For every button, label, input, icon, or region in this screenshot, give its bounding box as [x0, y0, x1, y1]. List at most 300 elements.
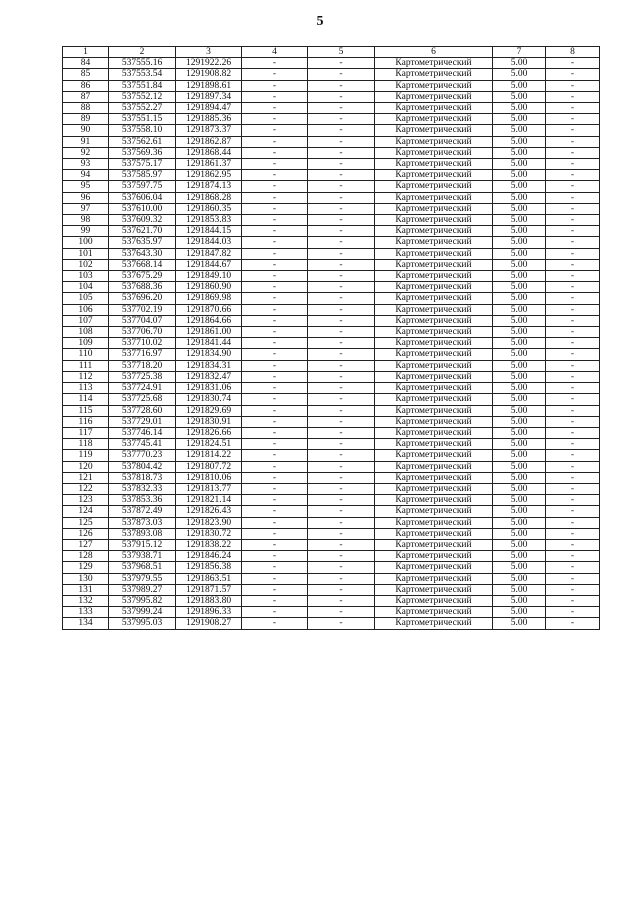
- table-cell: -: [546, 439, 600, 450]
- table-cell: 5.00: [493, 147, 546, 158]
- table-row: [63, 69, 600, 80]
- table-row: [63, 282, 600, 293]
- table-cell: Картометрический: [375, 517, 493, 528]
- table-cell: -: [242, 338, 308, 349]
- table-cell: -: [546, 427, 600, 438]
- table-cell: 1291807.72: [176, 461, 242, 472]
- header-cell: 4: [242, 47, 308, 58]
- table-cell: 5.00: [493, 215, 546, 226]
- table-cell: -: [242, 203, 308, 214]
- table-cell: -: [546, 495, 600, 506]
- table-row: [63, 416, 600, 427]
- table-cell: 131: [63, 584, 109, 595]
- table-cell: 5.00: [493, 573, 546, 584]
- header-cell: 8: [546, 47, 600, 58]
- table-cell: 91: [63, 136, 109, 147]
- table-cell: 537915.12: [109, 539, 176, 550]
- table-cell: 123: [63, 495, 109, 506]
- table-cell: -: [546, 159, 600, 170]
- header-cell: 1: [63, 47, 109, 58]
- table-cell: Картометрический: [375, 114, 493, 125]
- table-cell: -: [242, 506, 308, 517]
- table-cell: 5.00: [493, 170, 546, 181]
- table-row: [63, 539, 600, 550]
- table-cell: 1291861.37: [176, 159, 242, 170]
- table-cell: -: [242, 584, 308, 595]
- table-cell: 1291814.22: [176, 450, 242, 461]
- table-cell: Картометрический: [375, 91, 493, 102]
- table-cell: 1291896.33: [176, 607, 242, 618]
- table-cell: -: [242, 383, 308, 394]
- table-cell: 132: [63, 595, 109, 606]
- table-cell: 1291864.66: [176, 315, 242, 326]
- table-cell: 5.00: [493, 506, 546, 517]
- table-cell: 537745.41: [109, 439, 176, 450]
- table-cell: 1291922.26: [176, 58, 242, 69]
- table-cell: -: [308, 293, 375, 304]
- table-cell: Картометрический: [375, 405, 493, 416]
- table-cell: 130: [63, 573, 109, 584]
- table-cell: 537675.29: [109, 271, 176, 282]
- table-cell: 5.00: [493, 282, 546, 293]
- table-cell: -: [308, 58, 375, 69]
- table-cell: 102: [63, 259, 109, 270]
- table-cell: -: [546, 584, 600, 595]
- table-cell: 111: [63, 360, 109, 371]
- table-cell: -: [308, 394, 375, 405]
- table-cell: -: [308, 192, 375, 203]
- table-cell: -: [242, 80, 308, 91]
- table-row: [63, 562, 600, 573]
- table-cell: -: [242, 103, 308, 114]
- table-cell: -: [308, 170, 375, 181]
- table-cell: 127: [63, 539, 109, 550]
- table-cell: 116: [63, 416, 109, 427]
- table-cell: -: [242, 450, 308, 461]
- table-cell: 119: [63, 450, 109, 461]
- table-cell: 5.00: [493, 69, 546, 80]
- table-cell: Картометрический: [375, 427, 493, 438]
- coordinates-table: [62, 46, 600, 630]
- table-cell: Картометрический: [375, 259, 493, 270]
- table-cell: -: [546, 136, 600, 147]
- table-row: [63, 349, 600, 360]
- table-cell: Картометрический: [375, 338, 493, 349]
- table-cell: 5.00: [493, 304, 546, 315]
- table-cell: -: [546, 125, 600, 136]
- table-cell: -: [242, 248, 308, 259]
- table-row: [63, 304, 600, 315]
- table-cell: -: [242, 607, 308, 618]
- table-cell: -: [546, 416, 600, 427]
- table-cell: -: [308, 439, 375, 450]
- header-cell: 3: [176, 47, 242, 58]
- table-cell: 1291847.82: [176, 248, 242, 259]
- table-cell: 537585.97: [109, 170, 176, 181]
- table-cell: 537621.70: [109, 226, 176, 237]
- table-cell: 5.00: [493, 114, 546, 125]
- table-row: [63, 203, 600, 214]
- table-cell: Картометрический: [375, 371, 493, 382]
- table-cell: 5.00: [493, 80, 546, 91]
- table-cell: 537551.15: [109, 114, 176, 125]
- table-cell: -: [546, 304, 600, 315]
- table-cell: Картометрический: [375, 226, 493, 237]
- table-cell: 1291844.03: [176, 237, 242, 248]
- table-cell: -: [242, 147, 308, 158]
- table-cell: -: [308, 607, 375, 618]
- table-cell: -: [308, 103, 375, 114]
- header-row: [63, 47, 600, 58]
- table-cell: 5.00: [493, 483, 546, 494]
- table-cell: -: [546, 248, 600, 259]
- table-cell: 107: [63, 315, 109, 326]
- table-row: [63, 192, 600, 203]
- table-cell: -: [546, 203, 600, 214]
- table-cell: 5.00: [493, 338, 546, 349]
- table-cell: -: [546, 539, 600, 550]
- table-row: [63, 405, 600, 416]
- table-cell: Картометрический: [375, 416, 493, 427]
- table-cell: 93: [63, 159, 109, 170]
- table-cell: 1291832.47: [176, 371, 242, 382]
- table-row: [63, 125, 600, 136]
- table-cell: 5.00: [493, 203, 546, 214]
- table-row: [63, 595, 600, 606]
- table-cell: -: [546, 91, 600, 102]
- table-cell: 5.00: [493, 495, 546, 506]
- table-cell: -: [242, 483, 308, 494]
- table-cell: 537552.27: [109, 103, 176, 114]
- table-cell: 537893.08: [109, 528, 176, 539]
- table-cell: Картометрический: [375, 573, 493, 584]
- table-cell: -: [546, 58, 600, 69]
- table-cell: 1291861.00: [176, 327, 242, 338]
- table-cell: -: [308, 405, 375, 416]
- table-cell: -: [308, 125, 375, 136]
- table-row: [63, 237, 600, 248]
- table-cell: 537552.12: [109, 91, 176, 102]
- table-cell: 87: [63, 91, 109, 102]
- table-cell: 537597.75: [109, 181, 176, 192]
- table-cell: Картометрический: [375, 595, 493, 606]
- table-cell: 5.00: [493, 293, 546, 304]
- table-cell: Картометрический: [375, 69, 493, 80]
- table-cell: -: [242, 539, 308, 550]
- table-cell: -: [242, 170, 308, 181]
- table-row: [63, 551, 600, 562]
- table-cell: 5.00: [493, 237, 546, 248]
- table-cell: -: [308, 450, 375, 461]
- table-cell: -: [546, 80, 600, 91]
- table-cell: -: [242, 282, 308, 293]
- table-cell: 98: [63, 215, 109, 226]
- table-cell: 97: [63, 203, 109, 214]
- table-cell: -: [546, 315, 600, 326]
- table-cell: -: [308, 551, 375, 562]
- table-cell: 99: [63, 226, 109, 237]
- table-cell: Картометрический: [375, 349, 493, 360]
- table-cell: -: [308, 472, 375, 483]
- table-cell: 1291860.35: [176, 203, 242, 214]
- table-cell: 537818.73: [109, 472, 176, 483]
- table-cell: 5.00: [493, 607, 546, 618]
- page-number: 5: [316, 14, 324, 29]
- table-cell: -: [242, 136, 308, 147]
- table-cell: 537609.32: [109, 215, 176, 226]
- table-cell: 1291894.47: [176, 103, 242, 114]
- table-row: [63, 181, 600, 192]
- table-cell: -: [242, 394, 308, 405]
- table-row: [63, 618, 600, 629]
- table-cell: 537728.60: [109, 405, 176, 416]
- table-cell: 537995.03: [109, 618, 176, 629]
- table-cell: 537968.51: [109, 562, 176, 573]
- table-cell: 5.00: [493, 91, 546, 102]
- table-cell: Картометрический: [375, 125, 493, 136]
- table-cell: 537989.27: [109, 584, 176, 595]
- table-cell: 1291823.90: [176, 517, 242, 528]
- table-cell: 133: [63, 607, 109, 618]
- table-row: [63, 293, 600, 304]
- table-cell: 1291873.37: [176, 125, 242, 136]
- table-cell: 537718.20: [109, 360, 176, 371]
- table-cell: 537668.14: [109, 259, 176, 270]
- table-cell: 1291897.34: [176, 91, 242, 102]
- table-cell: -: [242, 293, 308, 304]
- table-cell: -: [546, 562, 600, 573]
- table-cell: 1291863.51: [176, 573, 242, 584]
- table-cell: -: [546, 192, 600, 203]
- table-cell: 537710.02: [109, 338, 176, 349]
- table-cell: -: [308, 595, 375, 606]
- table-cell: 1291826.66: [176, 427, 242, 438]
- table-cell: -: [546, 282, 600, 293]
- table-cell: -: [308, 282, 375, 293]
- table-cell: 5.00: [493, 192, 546, 203]
- table-cell: -: [308, 271, 375, 282]
- table-cell: 92: [63, 147, 109, 158]
- table-cell: -: [242, 349, 308, 360]
- table-cell: 1291834.90: [176, 349, 242, 360]
- table-cell: -: [546, 181, 600, 192]
- table-row: [63, 461, 600, 472]
- table-row: [63, 584, 600, 595]
- table-cell: 128: [63, 551, 109, 562]
- table-cell: 1291868.28: [176, 192, 242, 203]
- table-cell: 537746.14: [109, 427, 176, 438]
- table-cell: Картометрический: [375, 248, 493, 259]
- table-cell: 537832.33: [109, 483, 176, 494]
- table-row: [63, 607, 600, 618]
- table-cell: 5.00: [493, 394, 546, 405]
- table-cell: 125: [63, 517, 109, 528]
- table-cell: 1291813.77: [176, 483, 242, 494]
- table-cell: Картометрический: [375, 215, 493, 226]
- table-cell: 1291834.31: [176, 360, 242, 371]
- table-cell: 537938.71: [109, 551, 176, 562]
- table-cell: -: [242, 461, 308, 472]
- table-row: [63, 517, 600, 528]
- table-cell: -: [308, 349, 375, 360]
- table-cell: -: [242, 439, 308, 450]
- table-row: [63, 58, 600, 69]
- table-cell: 1291844.67: [176, 259, 242, 270]
- table-cell: -: [308, 618, 375, 629]
- table-cell: 5.00: [493, 181, 546, 192]
- table-row: [63, 103, 600, 114]
- table-cell: 537873.03: [109, 517, 176, 528]
- table-cell: Картометрический: [375, 181, 493, 192]
- table-cell: 5.00: [493, 360, 546, 371]
- table-cell: 1291869.98: [176, 293, 242, 304]
- table-cell: 1291862.95: [176, 170, 242, 181]
- table-cell: -: [242, 226, 308, 237]
- table-cell: 5.00: [493, 349, 546, 360]
- table-cell: -: [308, 584, 375, 595]
- table-cell: 1291830.91: [176, 416, 242, 427]
- table-cell: -: [308, 427, 375, 438]
- table-cell: 121: [63, 472, 109, 483]
- table-cell: -: [546, 237, 600, 248]
- table-cell: -: [308, 181, 375, 192]
- table-cell: 117: [63, 427, 109, 438]
- table-cell: 96: [63, 192, 109, 203]
- table-cell: -: [308, 528, 375, 539]
- table-cell: -: [242, 69, 308, 80]
- table-cell: -: [308, 506, 375, 517]
- table-cell: 537725.68: [109, 394, 176, 405]
- table-cell: Картометрический: [375, 103, 493, 114]
- table-cell: -: [242, 181, 308, 192]
- table-cell: 94: [63, 170, 109, 181]
- table-cell: -: [242, 562, 308, 573]
- table-cell: 88: [63, 103, 109, 114]
- table-cell: -: [242, 192, 308, 203]
- table-cell: 5.00: [493, 551, 546, 562]
- table-cell: Картометрический: [375, 360, 493, 371]
- table-cell: 1291856.38: [176, 562, 242, 573]
- table-row: [63, 371, 600, 382]
- table-cell: -: [546, 338, 600, 349]
- table-cell: 5.00: [493, 159, 546, 170]
- table-cell: 5.00: [493, 595, 546, 606]
- table-cell: 5.00: [493, 461, 546, 472]
- table-cell: 537704.07: [109, 315, 176, 326]
- table-cell: -: [242, 618, 308, 629]
- table-cell: 537553.54: [109, 69, 176, 80]
- table-row: [63, 338, 600, 349]
- table-row: [63, 259, 600, 270]
- table-cell: Картометрический: [375, 394, 493, 405]
- table-cell: -: [308, 147, 375, 158]
- table-cell: -: [546, 450, 600, 461]
- table-cell: 5.00: [493, 248, 546, 259]
- table-cell: Картометрический: [375, 170, 493, 181]
- table-cell: -: [308, 259, 375, 270]
- table-cell: Картометрический: [375, 506, 493, 517]
- table-cell: 537729.01: [109, 416, 176, 427]
- table-cell: -: [242, 304, 308, 315]
- table-cell: Картометрический: [375, 315, 493, 326]
- table-cell: -: [546, 472, 600, 483]
- table-cell: 106: [63, 304, 109, 315]
- table-cell: -: [546, 483, 600, 494]
- table-cell: 1291829.69: [176, 405, 242, 416]
- table-row: [63, 327, 600, 338]
- table-row: [63, 360, 600, 371]
- table-cell: -: [308, 136, 375, 147]
- table-cell: -: [546, 618, 600, 629]
- table-cell: Картометрический: [375, 192, 493, 203]
- table-cell: 124: [63, 506, 109, 517]
- table-cell: 5.00: [493, 125, 546, 136]
- table-cell: -: [546, 114, 600, 125]
- table-cell: 537702.19: [109, 304, 176, 315]
- table-row: [63, 170, 600, 181]
- table-row: [63, 450, 600, 461]
- header-cell: 2: [109, 47, 176, 58]
- table-cell: 86: [63, 80, 109, 91]
- table-row: [63, 136, 600, 147]
- table-cell: 1291810.06: [176, 472, 242, 483]
- table-cell: 95: [63, 181, 109, 192]
- table-cell: -: [546, 259, 600, 270]
- table-cell: Картометрический: [375, 271, 493, 282]
- table-cell: 5.00: [493, 271, 546, 282]
- table-row: [63, 483, 600, 494]
- table-cell: 537979.55: [109, 573, 176, 584]
- table-cell: 1291853.83: [176, 215, 242, 226]
- table-cell: 537575.17: [109, 159, 176, 170]
- table-cell: -: [546, 394, 600, 405]
- table-cell: Картометрический: [375, 439, 493, 450]
- table-cell: 1291868.44: [176, 147, 242, 158]
- table-cell: 537995.82: [109, 595, 176, 606]
- table-cell: 5.00: [493, 562, 546, 573]
- table-cell: 1291883.80: [176, 595, 242, 606]
- table-cell: 5.00: [493, 136, 546, 147]
- table-cell: 103: [63, 271, 109, 282]
- table-cell: -: [308, 304, 375, 315]
- table-cell: -: [242, 58, 308, 69]
- table-row: [63, 215, 600, 226]
- table-cell: -: [242, 259, 308, 270]
- table-cell: -: [308, 562, 375, 573]
- table-row: [63, 573, 600, 584]
- table-cell: -: [242, 427, 308, 438]
- table-row: [63, 159, 600, 170]
- table-cell: 1291838.22: [176, 539, 242, 550]
- table-cell: Картометрический: [375, 80, 493, 91]
- table-cell: 537999.24: [109, 607, 176, 618]
- table-cell: 537853.36: [109, 495, 176, 506]
- table-cell: 537706.70: [109, 327, 176, 338]
- table-cell: Картометрический: [375, 472, 493, 483]
- table-cell: 537558.10: [109, 125, 176, 136]
- table-cell: -: [242, 371, 308, 382]
- table-cell: 537724.91: [109, 383, 176, 394]
- table-row: [63, 80, 600, 91]
- table-cell: 5.00: [493, 539, 546, 550]
- table-cell: 114: [63, 394, 109, 405]
- table-cell: -: [308, 495, 375, 506]
- table-cell: -: [242, 237, 308, 248]
- table-cell: 1291871.57: [176, 584, 242, 595]
- table-cell: 1291860.90: [176, 282, 242, 293]
- table-cell: Картометрический: [375, 539, 493, 550]
- table-cell: -: [242, 472, 308, 483]
